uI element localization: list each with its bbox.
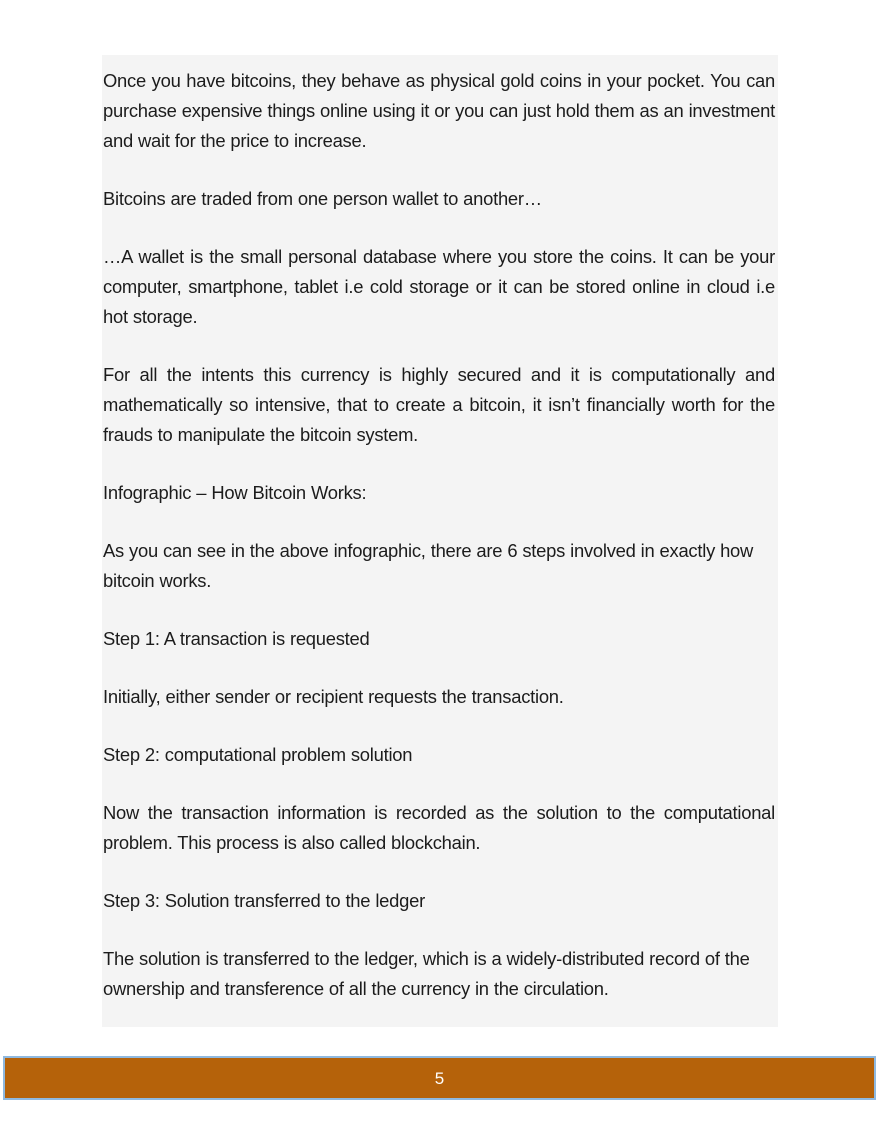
heading-step-1: Step 1: A transaction is requested xyxy=(103,628,370,649)
paragraph-step-2-detail: Now the transaction information is recorded as the solution to the computational problem. This process is also called blockchain. xyxy=(103,802,775,853)
paragraph-2: Bitcoins are traded from one person wallet to another… xyxy=(103,188,542,209)
paragraph-1: Once you have bitcoins, they behave as physical gold coins in your pocket. You can purchase expensive things online using it or you can just hold them as an investment and wait for the price to increase. xyxy=(103,70,775,151)
paragraph-step-1-detail: Initially, either sender or recipient requests the transaction. xyxy=(103,686,564,707)
heading-infographic: Infographic – How Bitcoin Works: xyxy=(103,482,367,503)
paragraph-step-3-detail: The solution is transferred to the ledger, which is a widely-distributed record of the ownership and transference of all the currency in the circulation. xyxy=(103,948,750,999)
paragraph-6: As you can see in the above infographic, there are 6 steps involved in exactly how bitcoin works. xyxy=(103,540,754,591)
paragraph-3: …A wallet is the small personal database where you store the coins. It can be your computer, smartphone, tablet i.e cold storage or it can be stored online in cloud i.e hot storage. xyxy=(103,246,775,327)
heading-step-3: Step 3: Solution transferred to the ledger xyxy=(103,890,425,911)
page-footer-bar xyxy=(3,1056,876,1100)
document-body xyxy=(103,66,777,1004)
heading-step-2: Step 2: computational problem solution xyxy=(103,744,413,765)
page-number: 5 xyxy=(434,1068,445,1088)
paragraph-4: For all the intents this currency is highly secured and it is computationally and mathematically so intensive, that to create a bitcoin, it isn’t financially worth for the frauds to manipulate the bitcoin system. xyxy=(103,364,775,445)
